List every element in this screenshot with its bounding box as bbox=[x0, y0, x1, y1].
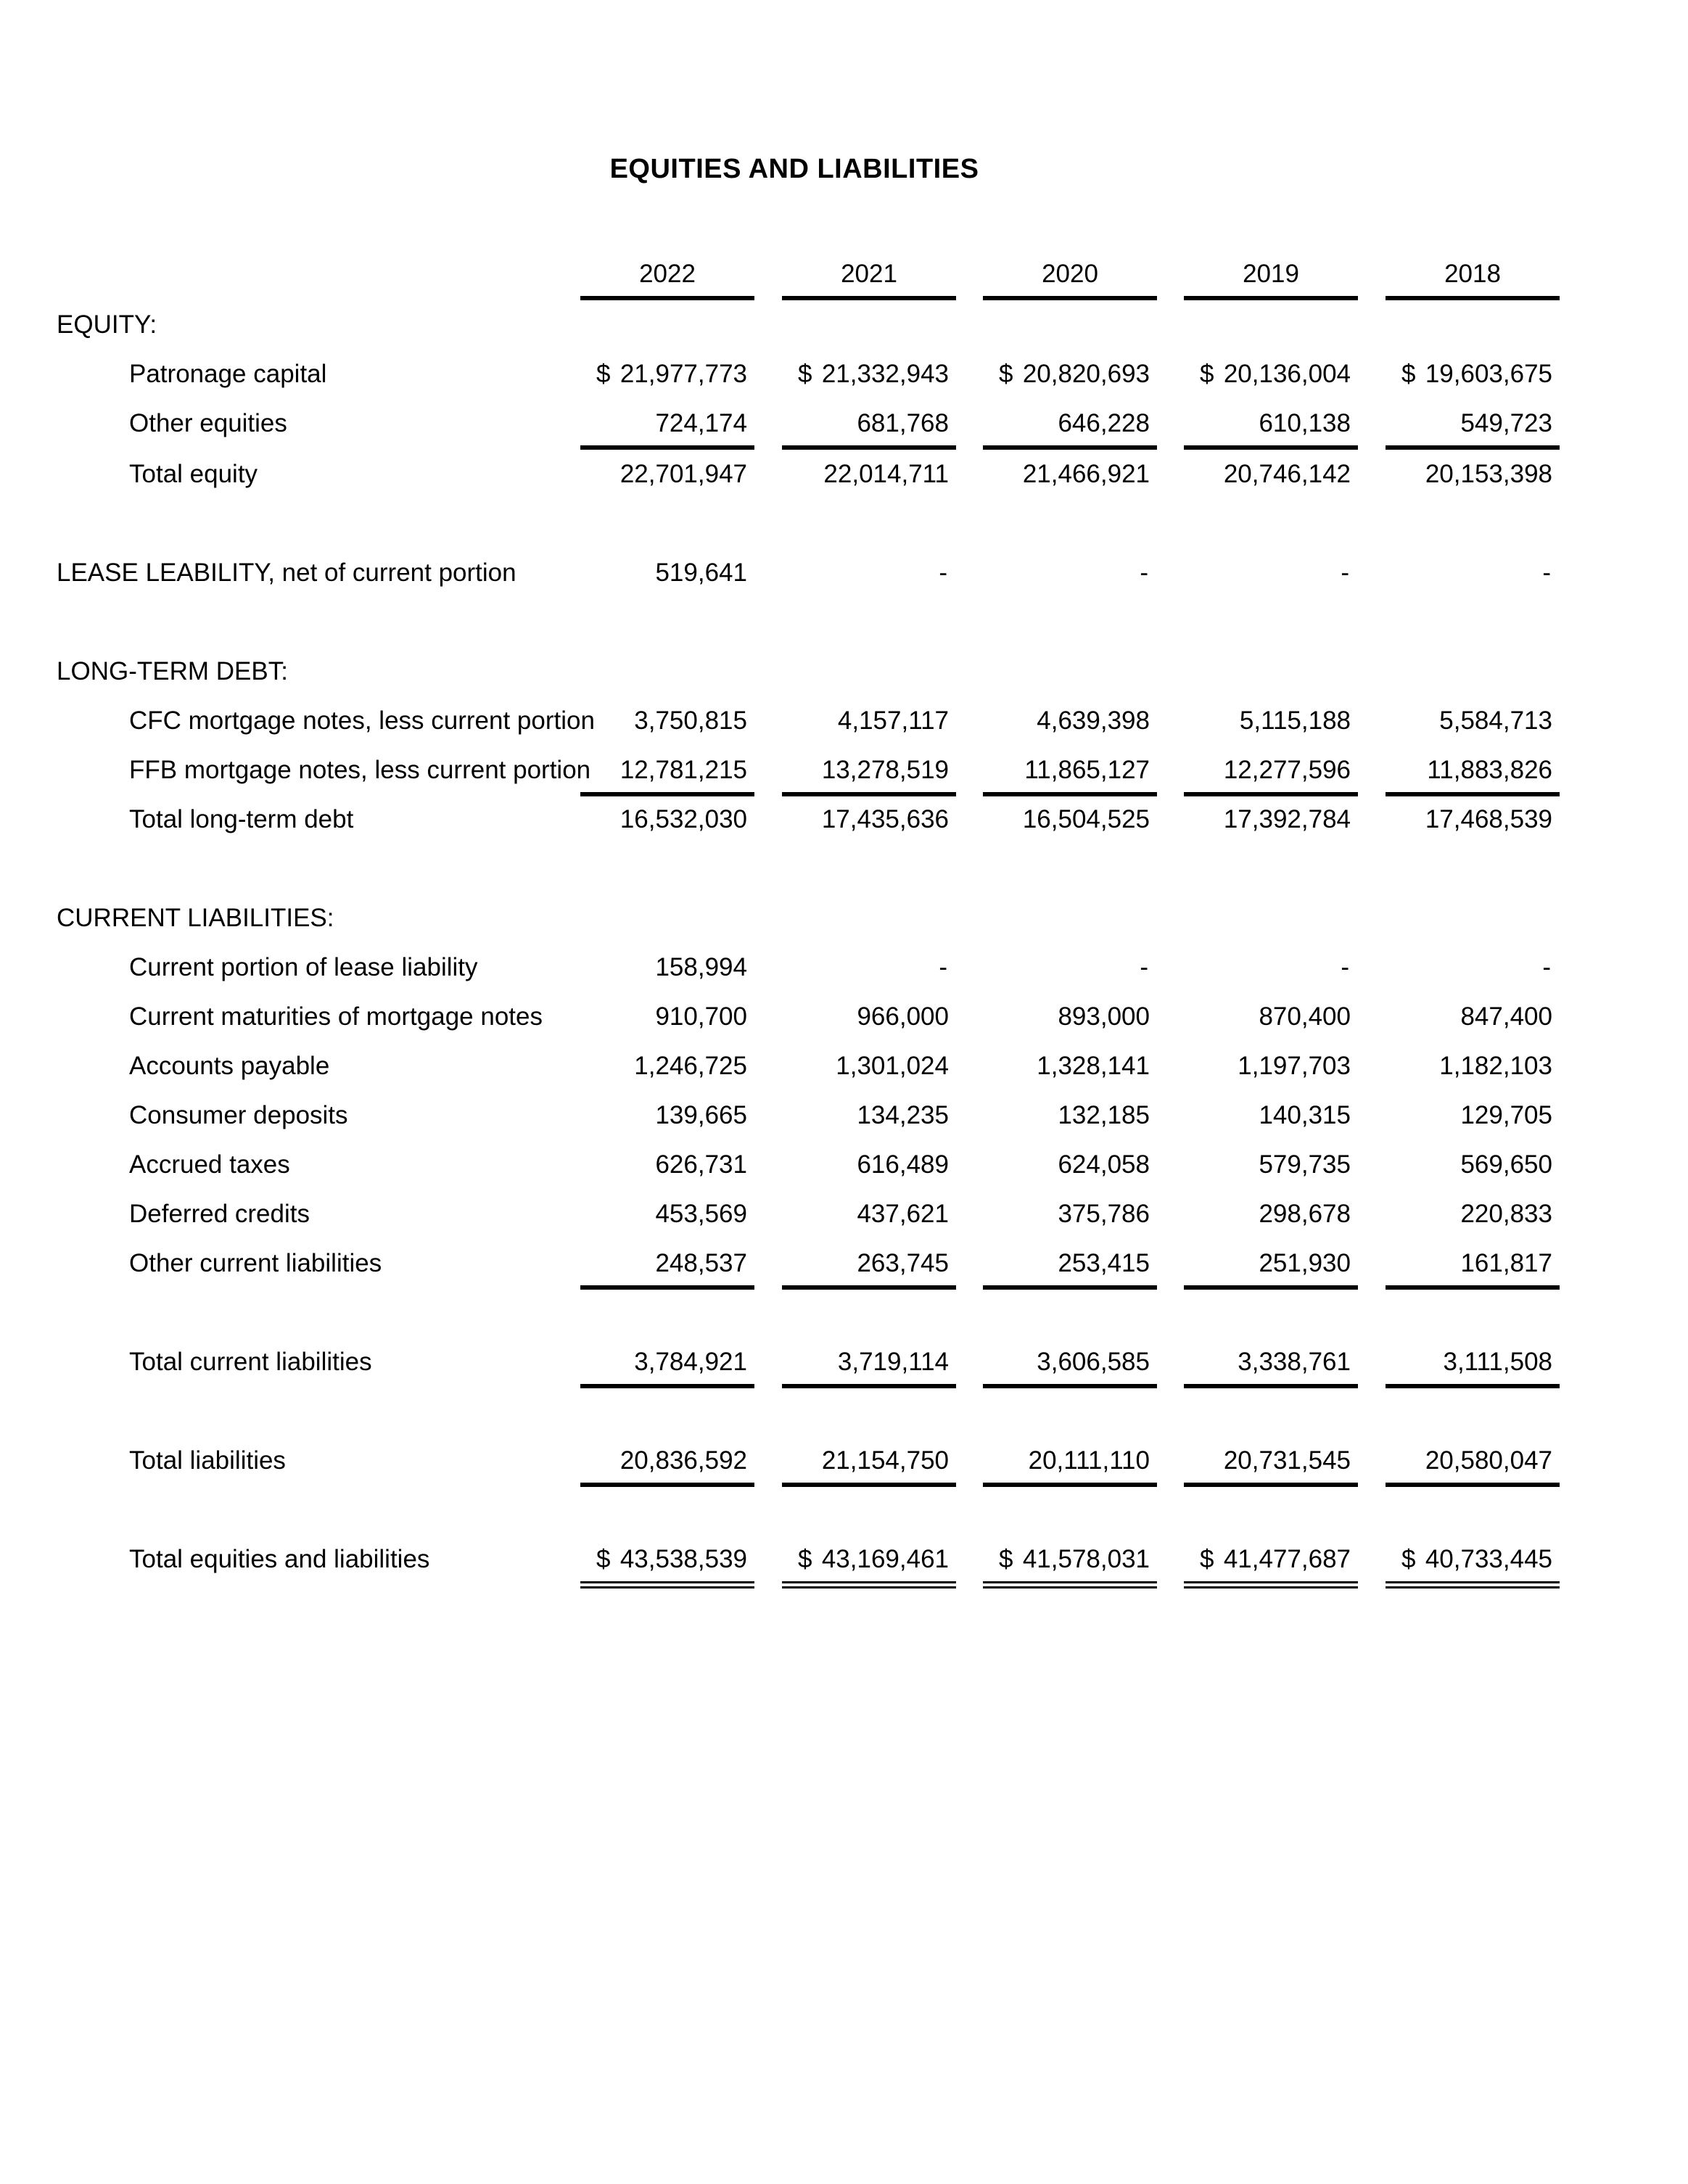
value-cell: $ 20,820,693 bbox=[999, 360, 1150, 388]
value-cell: 12,781,215 bbox=[619, 756, 747, 784]
table-row-total-liabilities bbox=[0, 1436, 1688, 1485]
row-label: Other current liabilities bbox=[129, 1249, 382, 1277]
underline-rule bbox=[1386, 1384, 1560, 1388]
underline-rule bbox=[983, 1285, 1157, 1290]
value-cell: 161,817 bbox=[1460, 1249, 1552, 1277]
value-cell: 3,338,761 bbox=[1238, 1348, 1351, 1376]
double-underline bbox=[580, 1581, 754, 1583]
value-cell: 1,301,024 bbox=[836, 1052, 949, 1080]
value-cell: 549,723 bbox=[1460, 409, 1552, 437]
double-underline bbox=[1184, 1581, 1358, 1583]
value-cell: 1,246,725 bbox=[634, 1052, 747, 1080]
value-cell: 20,746,142 bbox=[1223, 460, 1351, 488]
row-label: Total equities and liabilities bbox=[129, 1545, 430, 1573]
value-cell: $ 21,977,773 bbox=[596, 360, 747, 388]
underline-rule bbox=[1184, 1384, 1358, 1388]
value-cell: - bbox=[1542, 559, 1551, 587]
value-cell: 11,883,826 bbox=[1427, 756, 1552, 784]
value-cell: 17,392,784 bbox=[1223, 805, 1351, 833]
row-label: Consumer deposits bbox=[129, 1101, 348, 1129]
value-cell: 910,700 bbox=[655, 1002, 747, 1031]
value-cell: 21,466,921 bbox=[1022, 460, 1150, 488]
value-cell: 1,197,703 bbox=[1238, 1052, 1351, 1080]
table-row-ffb-notes bbox=[0, 746, 1688, 795]
value-cell: 624,058 bbox=[1058, 1150, 1150, 1179]
value-cell: - bbox=[1140, 559, 1148, 587]
value-cell: 253,415 bbox=[1058, 1249, 1150, 1277]
table-row-total-equity bbox=[0, 450, 1688, 499]
value-cell: 579,735 bbox=[1259, 1150, 1351, 1179]
value-cell: 453,569 bbox=[655, 1200, 747, 1228]
underline-rule bbox=[782, 1285, 956, 1290]
year-header: 2022 bbox=[639, 260, 696, 288]
table-row-total-long-term-debt bbox=[0, 795, 1688, 844]
value-cell: 20,731,545 bbox=[1223, 1446, 1351, 1475]
value-cell: 20,111,110 bbox=[1028, 1446, 1150, 1475]
value-cell: 616,489 bbox=[857, 1150, 949, 1179]
underline-rule bbox=[1184, 1483, 1358, 1487]
underline-rule bbox=[1184, 1285, 1358, 1290]
row-label: CFC mortgage notes, less current portion bbox=[129, 706, 595, 735]
value-cell: 132,185 bbox=[1058, 1101, 1150, 1129]
value-cell: 20,836,592 bbox=[619, 1446, 747, 1475]
value-cell: $ 40,733,445 bbox=[1401, 1545, 1552, 1573]
table-row-total-equities-and-liabilities bbox=[0, 1535, 1688, 1584]
value-cell: 17,435,636 bbox=[821, 805, 949, 833]
value-cell: 220,833 bbox=[1460, 1200, 1552, 1228]
value-cell: 569,650 bbox=[1460, 1150, 1552, 1179]
value-cell: - bbox=[1341, 953, 1349, 981]
year-header: 2019 bbox=[1243, 260, 1299, 288]
value-cell: $ 21,332,943 bbox=[798, 360, 949, 388]
value-cell: 129,705 bbox=[1460, 1101, 1552, 1129]
row-label: Current maturities of mortgage notes bbox=[129, 1002, 543, 1031]
value-cell: 3,606,585 bbox=[1037, 1348, 1150, 1376]
page-title: EQUITIES AND LIABILITIES bbox=[609, 154, 979, 184]
value-cell: 134,235 bbox=[857, 1101, 949, 1129]
value-cell: 263,745 bbox=[857, 1249, 949, 1277]
row-label: Other equities bbox=[129, 409, 287, 437]
underline-rule bbox=[782, 1384, 956, 1388]
value-cell: 1,328,141 bbox=[1037, 1052, 1150, 1080]
value-cell: 5,584,713 bbox=[1439, 706, 1552, 735]
underline-rule bbox=[580, 1483, 754, 1487]
value-cell: 626,731 bbox=[655, 1150, 747, 1179]
year-header: 2018 bbox=[1444, 260, 1501, 288]
value-cell: 13,278,519 bbox=[821, 756, 949, 784]
value-cell: 21,154,750 bbox=[821, 1446, 949, 1475]
table-row-other-current-liabilities bbox=[0, 1239, 1688, 1288]
table-row-accrued-taxes bbox=[0, 1140, 1688, 1190]
row-label: Patronage capital bbox=[129, 360, 327, 388]
value-cell: 847,400 bbox=[1460, 1002, 1552, 1031]
section-heading-current-liabilities: CURRENT LIABILITIES: bbox=[57, 904, 334, 932]
value-cell: 375,786 bbox=[1058, 1200, 1150, 1228]
underline-rule bbox=[1386, 1483, 1560, 1487]
row-label: Total current liabilities bbox=[129, 1348, 372, 1376]
double-underline bbox=[1386, 1581, 1560, 1583]
underline-rule bbox=[580, 1285, 754, 1290]
value-cell: 3,750,815 bbox=[634, 706, 747, 735]
value-cell: 20,153,398 bbox=[1425, 460, 1552, 488]
value-cell: 4,639,398 bbox=[1037, 706, 1150, 735]
row-label: Accounts payable bbox=[129, 1052, 330, 1080]
row-label: Deferred credits bbox=[129, 1200, 310, 1228]
value-cell: 681,768 bbox=[857, 409, 949, 437]
underline-rule bbox=[782, 1483, 956, 1487]
row-label: Current portion of lease liability bbox=[129, 953, 478, 981]
value-cell: 610,138 bbox=[1259, 409, 1351, 437]
value-cell: 3,111,508 bbox=[1443, 1348, 1552, 1376]
value-cell: - bbox=[1140, 953, 1148, 981]
value-cell: $ 43,169,461 bbox=[798, 1545, 949, 1573]
value-cell: 140,315 bbox=[1259, 1101, 1351, 1129]
value-cell: 1,182,103 bbox=[1439, 1052, 1552, 1080]
table-row-deferred-credits bbox=[0, 1190, 1688, 1239]
value-cell: 12,277,596 bbox=[1223, 756, 1351, 784]
row-label: LEASE LEABILITY, net of current portion bbox=[57, 559, 516, 587]
table-row-lease-liability bbox=[0, 548, 1688, 598]
underline-rule bbox=[580, 1384, 754, 1388]
value-cell: 20,580,047 bbox=[1425, 1446, 1552, 1475]
value-cell: 16,504,525 bbox=[1022, 805, 1150, 833]
year-header: 2021 bbox=[841, 260, 897, 288]
value-cell: 5,115,188 bbox=[1239, 706, 1351, 735]
table-row-consumer-deposits bbox=[0, 1091, 1688, 1140]
value-cell: 3,784,921 bbox=[634, 1348, 747, 1376]
table-row-accounts-payable bbox=[0, 1042, 1688, 1091]
table-row-other-equities bbox=[0, 399, 1688, 448]
row-label: Total equity bbox=[129, 460, 258, 488]
value-cell: 646,228 bbox=[1058, 409, 1150, 437]
value-cell: 437,621 bbox=[857, 1200, 949, 1228]
underline-rule bbox=[983, 1483, 1157, 1487]
value-cell: 4,157,117 bbox=[837, 706, 949, 735]
value-cell: 158,994 bbox=[655, 953, 747, 981]
value-cell: $ 20,136,004 bbox=[1200, 360, 1351, 388]
table-row-current-lease bbox=[0, 943, 1688, 992]
table-row-total-current-liabilities bbox=[0, 1338, 1688, 1387]
value-cell: 724,174 bbox=[655, 409, 747, 437]
value-cell: - bbox=[939, 953, 947, 981]
row-label: Total long-term debt bbox=[129, 805, 354, 833]
value-cell: 22,014,711 bbox=[823, 460, 949, 488]
value-cell: - bbox=[939, 559, 947, 587]
value-cell: $ 41,477,687 bbox=[1200, 1545, 1351, 1573]
double-underline bbox=[983, 1581, 1157, 1583]
row-label: Accrued taxes bbox=[129, 1150, 290, 1179]
table-row-cfc-notes bbox=[0, 696, 1688, 746]
value-cell: 11,865,127 bbox=[1024, 756, 1150, 784]
table-row-current-maturities bbox=[0, 992, 1688, 1042]
double-underline bbox=[782, 1581, 956, 1583]
value-cell: 139,665 bbox=[655, 1101, 747, 1129]
value-cell: 16,532,030 bbox=[619, 805, 747, 833]
value-cell: - bbox=[1542, 953, 1551, 981]
value-cell: 251,930 bbox=[1259, 1249, 1351, 1277]
value-cell: - bbox=[1341, 559, 1349, 587]
value-cell: 870,400 bbox=[1259, 1002, 1351, 1031]
year-header-row bbox=[0, 250, 1688, 299]
value-cell: 966,000 bbox=[857, 1002, 949, 1031]
year-header: 2020 bbox=[1042, 260, 1098, 288]
value-cell: 3,719,114 bbox=[837, 1348, 949, 1376]
value-cell: 519,641 bbox=[655, 559, 747, 587]
value-cell: $ 41,578,031 bbox=[999, 1545, 1150, 1573]
value-cell: $ 19,603,675 bbox=[1401, 360, 1552, 388]
value-cell: 17,468,539 bbox=[1425, 805, 1552, 833]
table-row-patronage-capital bbox=[0, 350, 1688, 399]
value-cell: 22,701,947 bbox=[619, 460, 747, 488]
value-cell: $ 43,538,539 bbox=[596, 1545, 747, 1573]
section-heading-long-term-debt: LONG-TERM DEBT: bbox=[57, 657, 288, 685]
section-heading-equity: EQUITY: bbox=[57, 310, 157, 339]
underline-rule bbox=[983, 1384, 1157, 1388]
value-cell: 248,537 bbox=[655, 1249, 747, 1277]
value-cell: 298,678 bbox=[1259, 1200, 1351, 1228]
row-label: FFB mortgage notes, less current portion bbox=[129, 756, 591, 784]
underline-rule bbox=[1386, 1285, 1560, 1290]
value-cell: 893,000 bbox=[1058, 1002, 1150, 1031]
row-label: Total liabilities bbox=[129, 1446, 286, 1475]
